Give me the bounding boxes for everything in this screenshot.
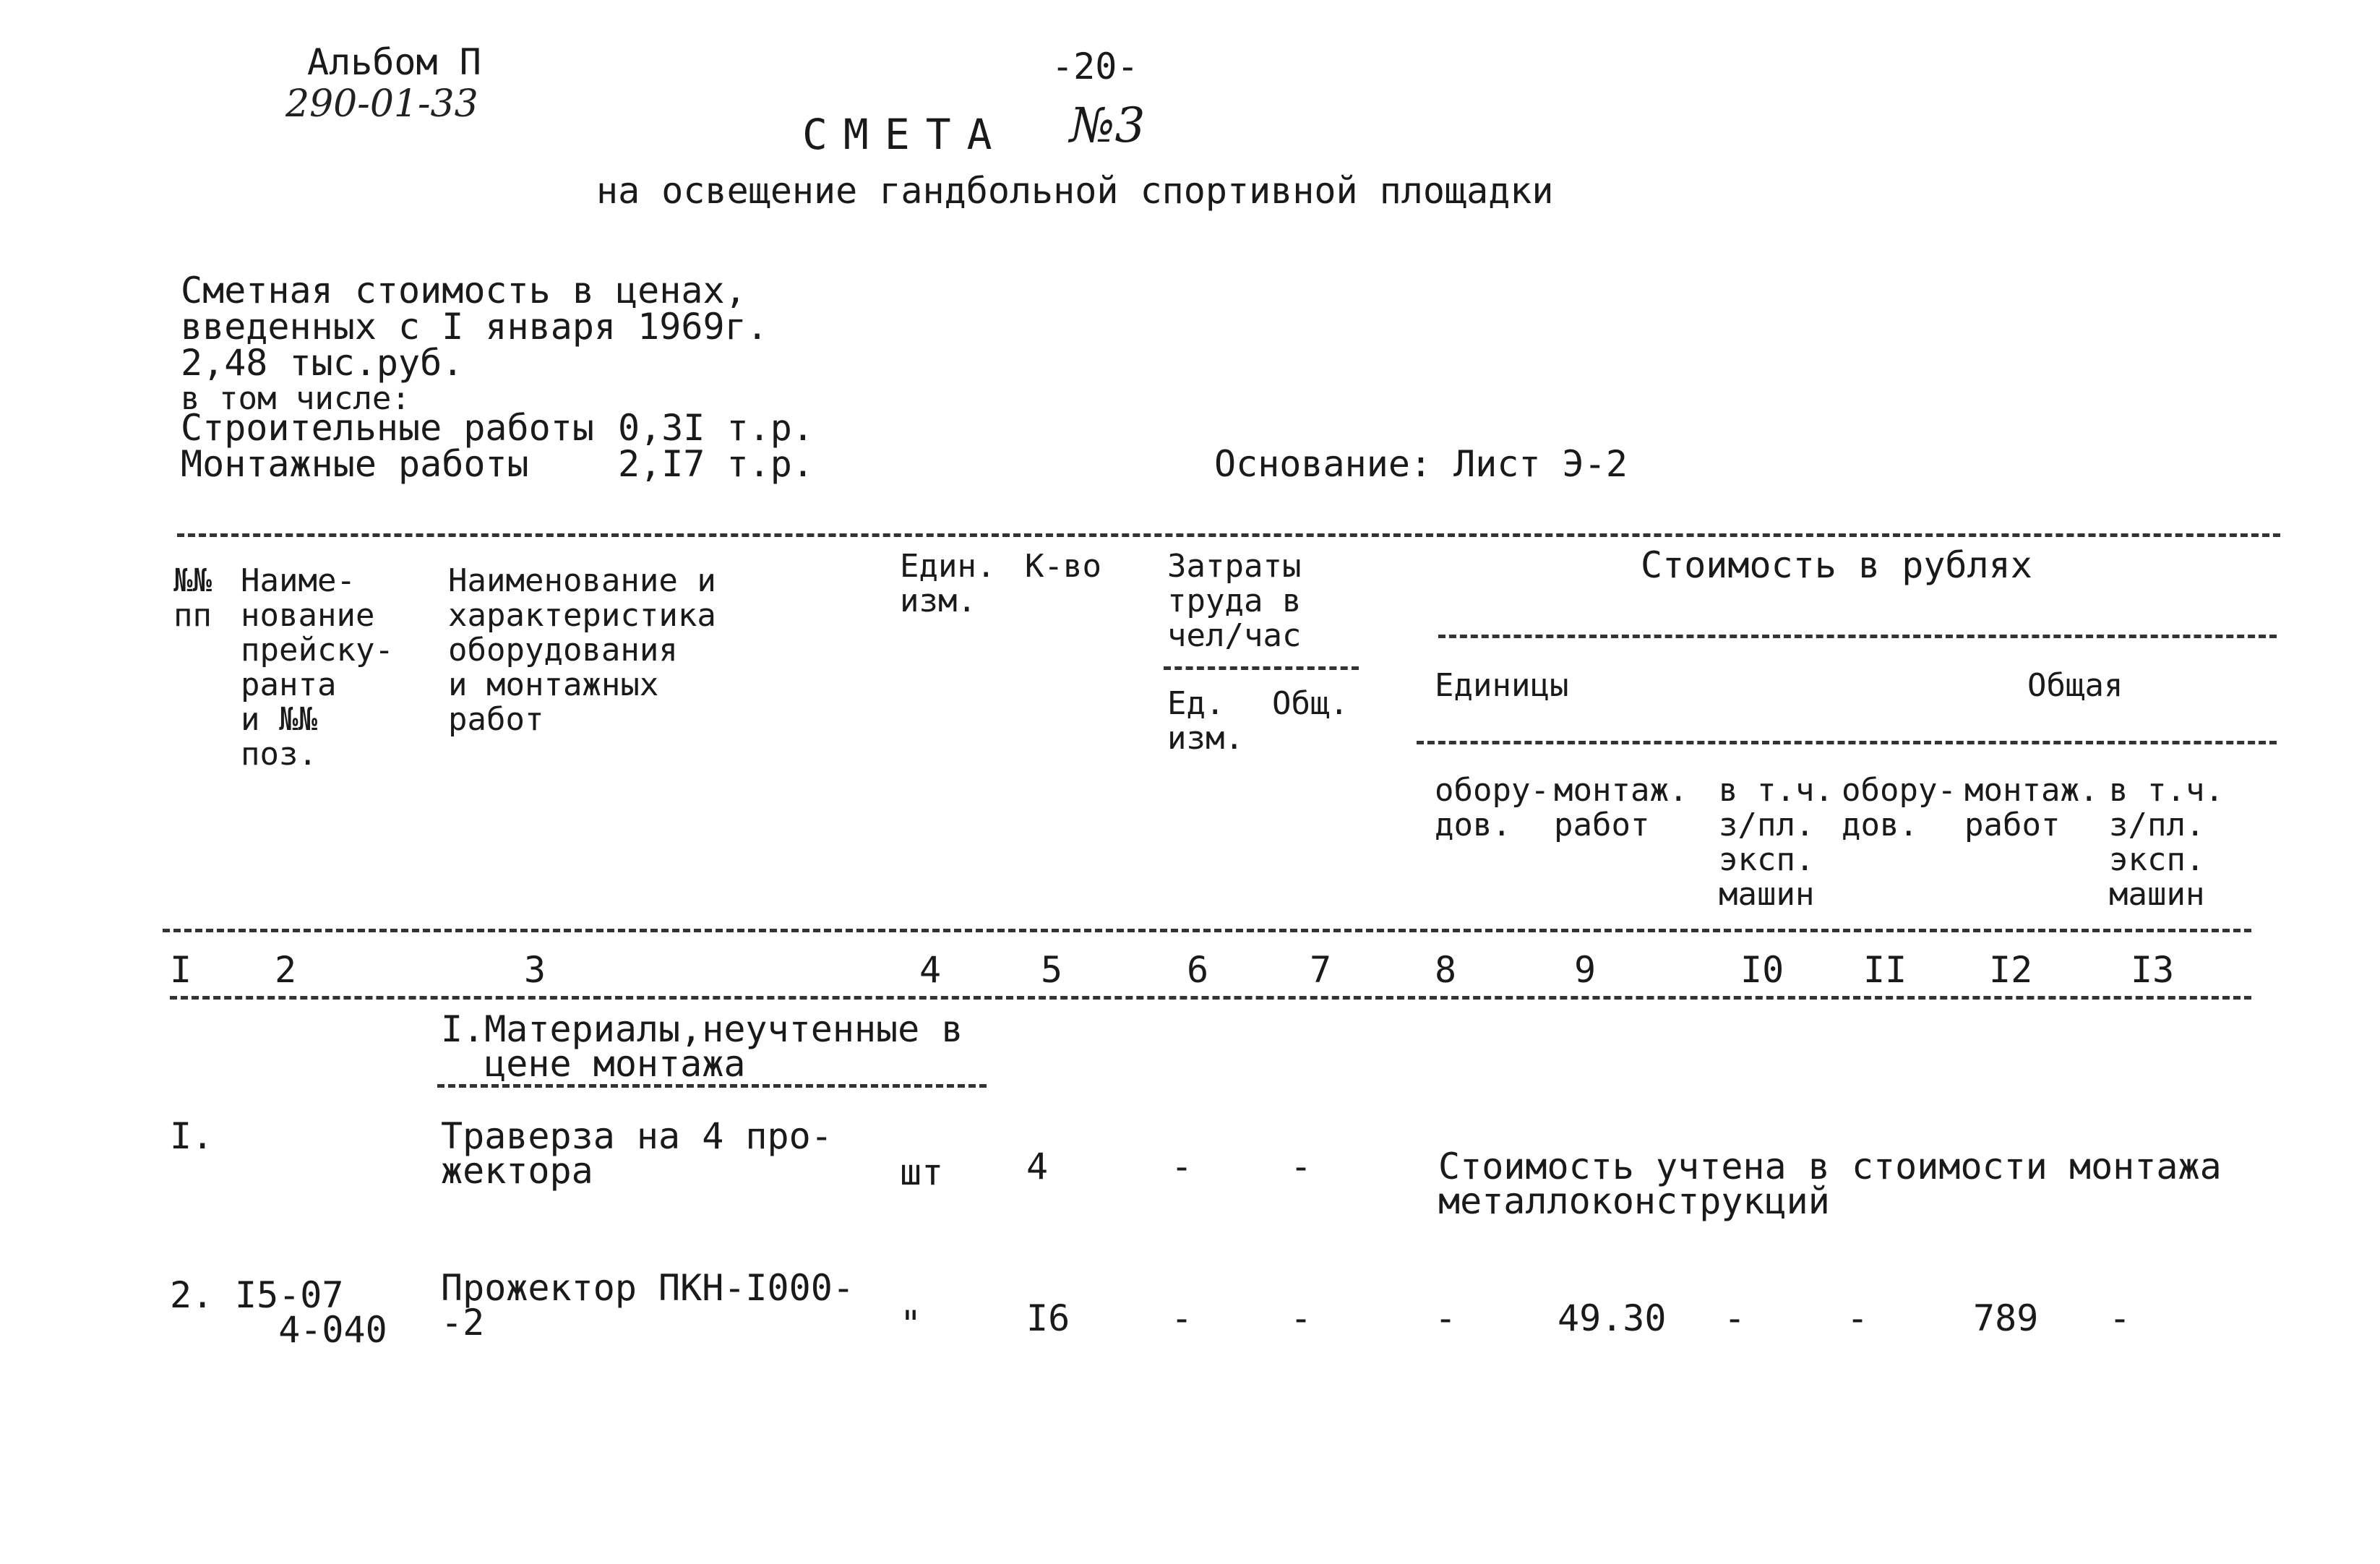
header-sub-wage2: в т.ч. з/пл. эксп. машин — [2109, 772, 2224, 913]
page-number: -20- — [1052, 46, 1139, 87]
row2-unit-wage: - — [1724, 1297, 1746, 1339]
row1-unit: шт — [900, 1151, 944, 1193]
row2-total-wage: - — [2109, 1297, 2131, 1339]
summary-line1: Сметная стоимость в ценах, — [181, 270, 747, 311]
document-subtitle: на освещение гандбольной спортивной площадки — [596, 170, 1554, 212]
construction-label: Строительные работы — [181, 407, 594, 449]
header-col-number: №№ пп — [173, 562, 212, 634]
header-sub-equip: обору- дов. — [1435, 772, 1550, 843]
row1-labor-total: - — [1290, 1146, 1313, 1187]
header-sub-install2: монтаж. работ — [1964, 772, 2099, 843]
row2-number: 2. — [170, 1274, 214, 1316]
document-number: №3 — [1070, 98, 1146, 153]
row2-code: I5-07 4-040 — [235, 1274, 387, 1351]
column-number: I3 — [2131, 949, 2175, 991]
column-number: I2 — [1989, 949, 2033, 991]
album-code: 290-01-33 — [285, 82, 478, 126]
header-col-unit: Един. изм. — [900, 548, 996, 619]
column-number-rule — [170, 996, 2251, 1000]
column-number: 5 — [1041, 949, 1063, 991]
row2-unit-equip: - — [1435, 1297, 1457, 1339]
column-number: 8 — [1435, 949, 1457, 991]
row2-labor-unit: - — [1171, 1297, 1193, 1339]
column-number: II — [1863, 949, 1907, 991]
column-number: 9 — [1574, 949, 1597, 991]
column-number: I0 — [1740, 949, 1784, 991]
header-sub-equip2: обору- дов. — [1842, 772, 1956, 843]
row2-total-install: 789 — [1973, 1297, 2039, 1339]
row1-note: Стоимость учтена в стоимости монтажа металлоконструкций — [1438, 1146, 2222, 1222]
header-cost: Стоимость в рублях — [1641, 544, 2032, 586]
row1-number: I. — [170, 1115, 214, 1157]
header-labor-total: Общ. — [1272, 685, 1349, 722]
header-bottom-rule — [163, 929, 2251, 932]
row2-total-equip: - — [1847, 1297, 1869, 1339]
header-labor: Затраты труда в чел/час — [1167, 548, 1302, 654]
header-unit-cost: Единицы — [1435, 667, 1569, 704]
construction-value: 0,3I т.р. — [618, 407, 814, 449]
summary-line2: введенных с I января 1969г. — [181, 306, 768, 348]
row1-labor-unit: - — [1171, 1146, 1193, 1187]
header-col-qty: К-во — [1025, 548, 1101, 585]
row2-labor-total: - — [1290, 1297, 1313, 1339]
column-number: 7 — [1310, 949, 1332, 991]
document-title: СМЕТА — [802, 110, 1008, 159]
cost-rule — [1438, 635, 2277, 638]
row1-qty: 4 — [1026, 1146, 1049, 1187]
row1-name: Траверза на 4 про- жектора — [441, 1115, 833, 1192]
column-number: I — [170, 949, 192, 991]
table-top-rule — [177, 533, 2280, 537]
header-labor-unit: Ед. изм. — [1167, 685, 1244, 757]
header-total-cost: Общая — [2027, 667, 2123, 704]
installation-value: 2,I7 т.р. — [618, 443, 814, 485]
column-number: 4 — [919, 949, 942, 991]
column-number: 2 — [275, 949, 297, 991]
labor-rule — [1164, 666, 1359, 670]
header-col-name: Наименование и характеристика оборудования и монтажных работ — [448, 562, 716, 738]
header-sub-install: монтаж. работ — [1554, 772, 1688, 843]
summary-total: 2,48 тыс.руб. — [181, 342, 464, 384]
column-number: 6 — [1187, 949, 1209, 991]
section-title: I.Материалы,неучтенные в цене монтажа — [441, 1008, 963, 1085]
summary-including: в том числе: — [181, 380, 411, 417]
column-number: 3 — [524, 949, 546, 991]
header-sub-wage: в т.ч. з/пл. эксп. машин — [1719, 772, 1834, 913]
section-underline — [437, 1084, 987, 1088]
row2-unit: " — [900, 1303, 922, 1345]
header-col-pricelist: Наиме- нование прейску- ранта и №№ поз. — [241, 562, 394, 773]
row2-unit-install: 49.30 — [1558, 1297, 1667, 1339]
installation-label: Монтажные работы — [181, 443, 529, 485]
cost-sub-rule — [1417, 741, 2277, 744]
row2-qty: I6 — [1026, 1297, 1070, 1339]
row2-name: Прожектор ПКН-I000- -2 — [441, 1267, 854, 1344]
basis-reference: Основание: Лист Э-2 — [1214, 443, 1628, 485]
album-label: Альбом П — [307, 41, 481, 83]
